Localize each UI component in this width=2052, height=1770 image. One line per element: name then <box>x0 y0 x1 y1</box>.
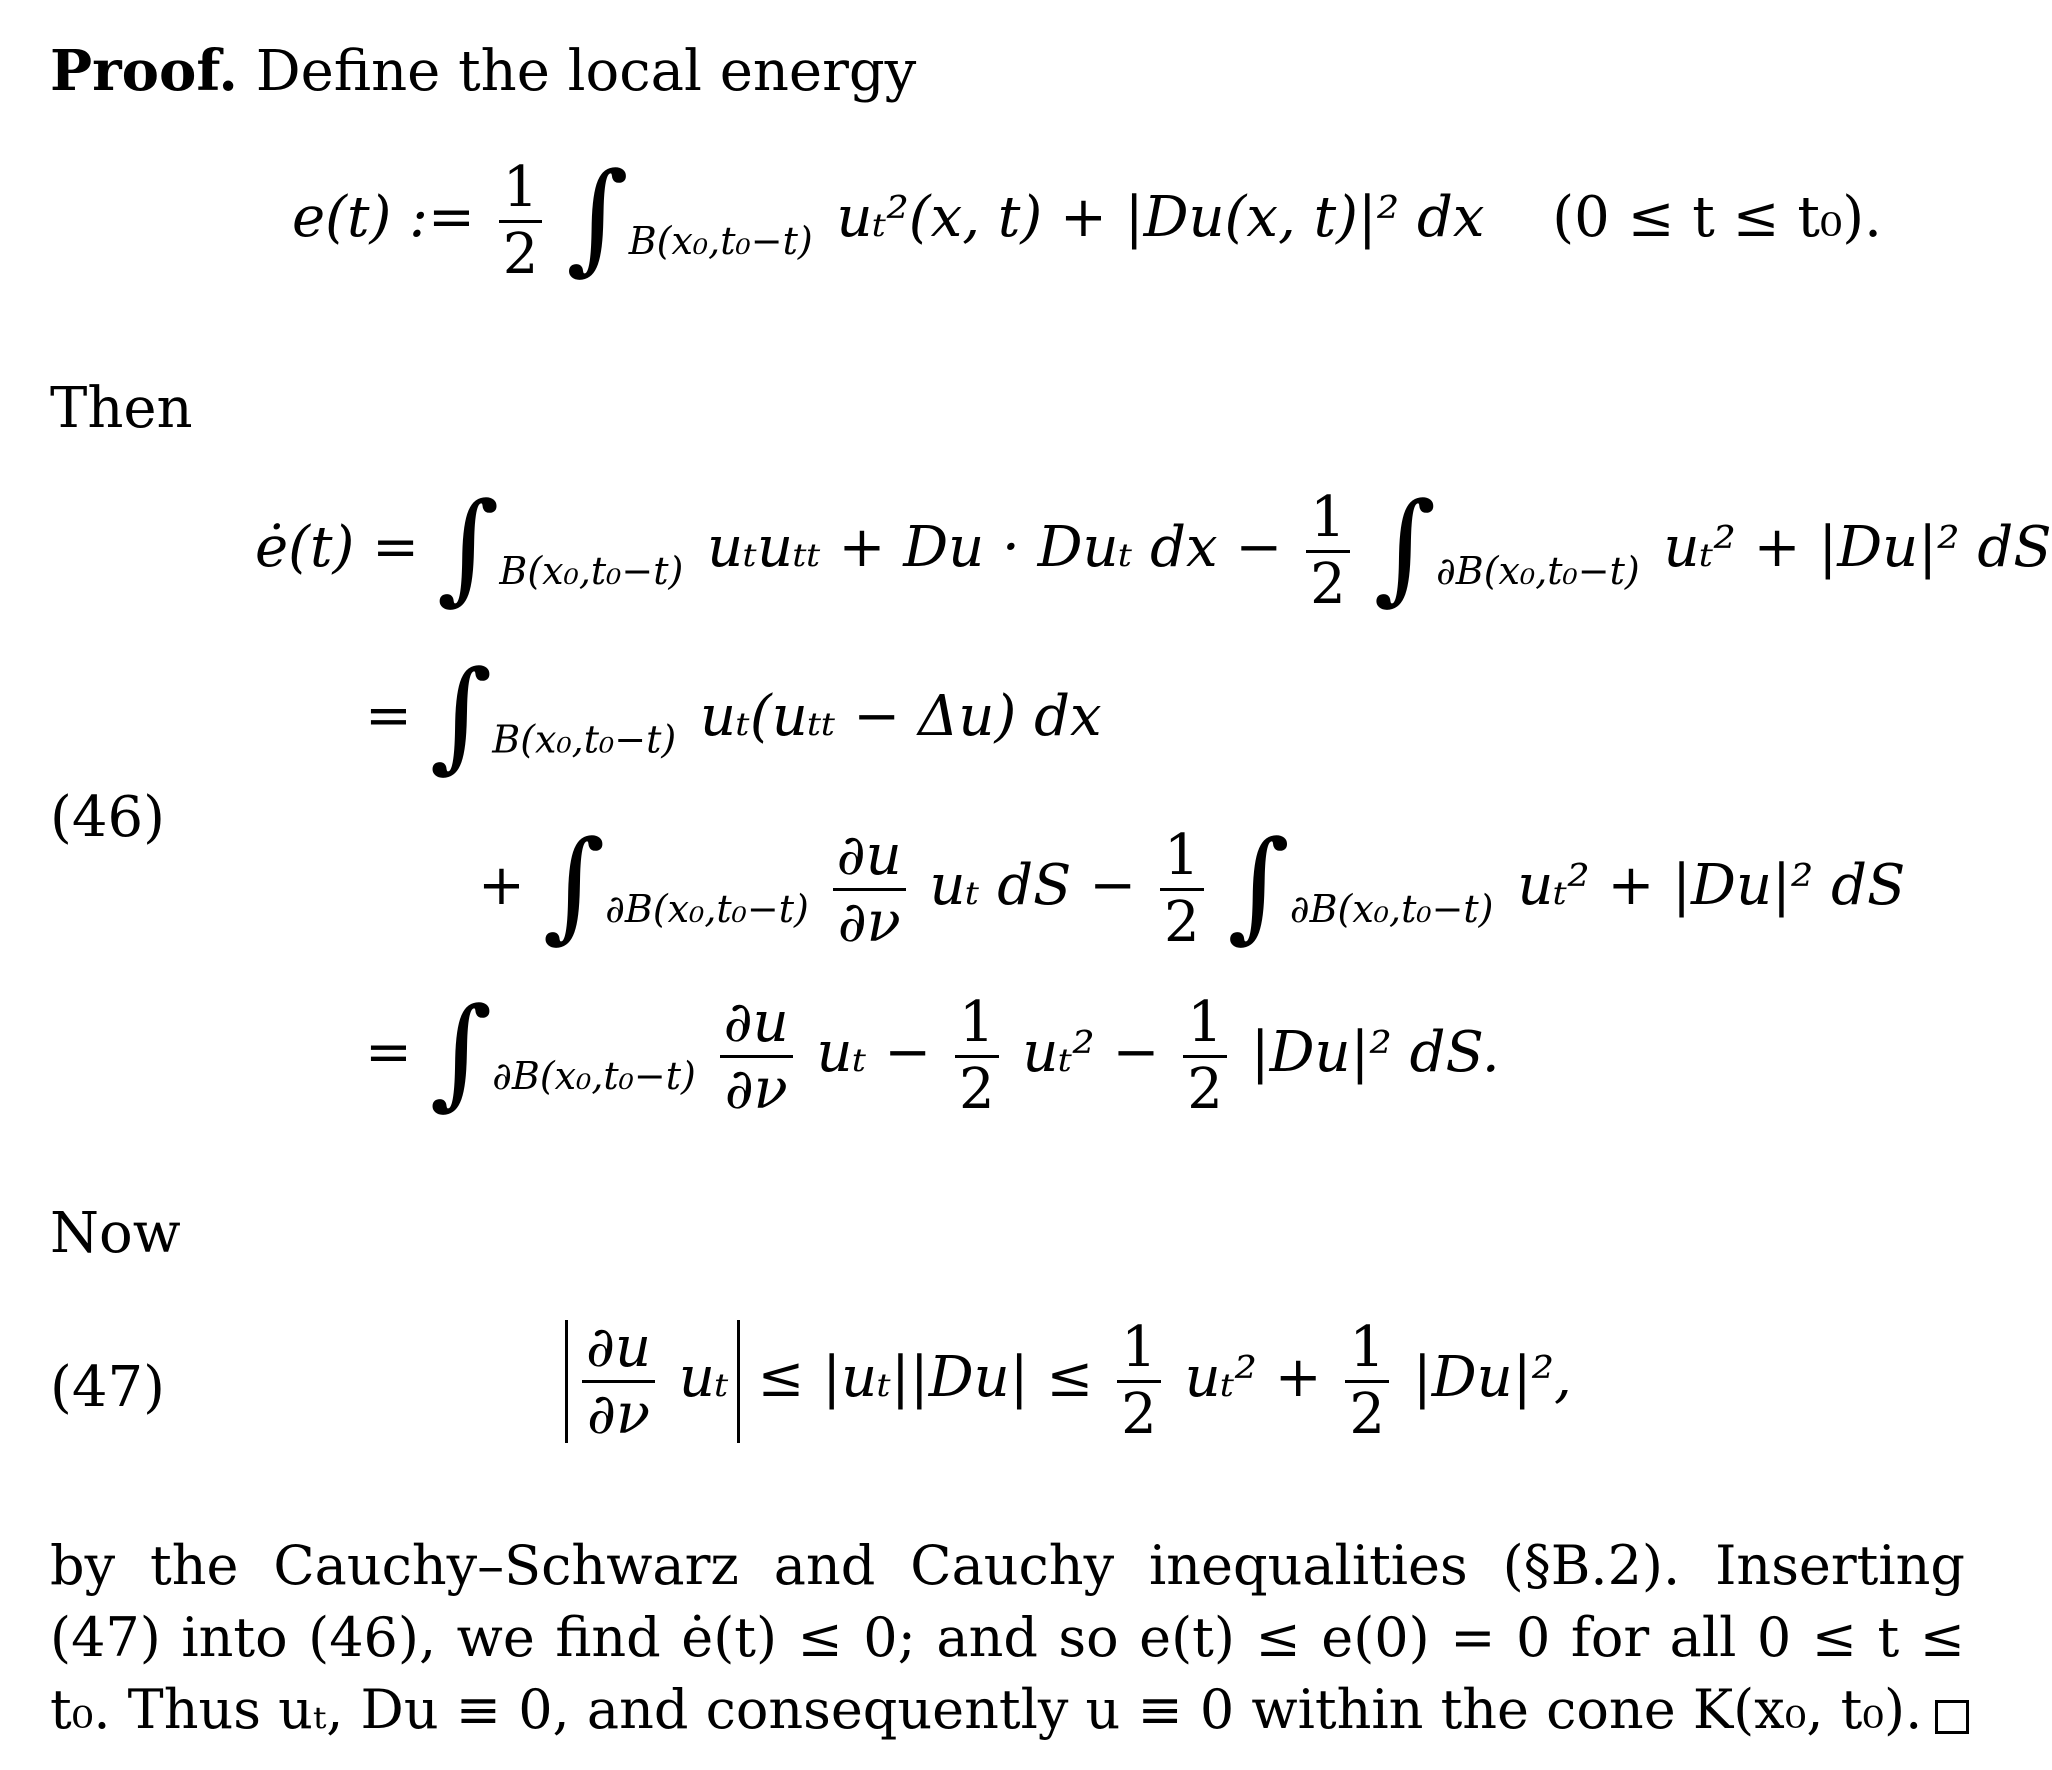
then-text: Then <box>50 376 193 441</box>
integral-domain: ∂B(x₀,t₀−t) <box>1436 549 1640 593</box>
integral-sign: ∫ <box>542 815 606 955</box>
integral-domain: ∂B(x₀,t₀−t) <box>605 887 809 931</box>
integral-domain: ∂B(x₀,t₀−t) <box>1289 887 1494 931</box>
fraction-numerator: 1 <box>1345 1320 1389 1383</box>
fraction-numerator: 1 <box>1160 828 1204 891</box>
fraction-denominator: 2 <box>502 222 539 287</box>
half-fraction <box>1183 990 1227 1122</box>
fraction-numerator: 1 <box>499 160 543 223</box>
fraction-numerator: ∂u <box>582 1320 655 1383</box>
term: |Du|² dS. <box>1250 1020 1500 1085</box>
eq47 <box>565 1315 1572 1447</box>
absolute-value <box>565 1315 740 1447</box>
equation-number-47: (47) <box>50 1355 165 1420</box>
edot-lhs: ė(t) = <box>255 515 420 580</box>
integral-sign: ∫ <box>429 646 493 785</box>
inequality-middle: ≤ |uₜ||Du| ≤ <box>757 1345 1094 1410</box>
normal-derivative-fraction <box>582 1315 655 1447</box>
integral-domain: B(x₀,t₀−t) <box>499 549 684 593</box>
fraction-numerator: ∂u <box>720 995 793 1058</box>
term: uₜ <box>678 1345 729 1410</box>
eq46-line3 <box>478 815 1906 955</box>
integral-sign: ∫ <box>566 147 629 287</box>
fraction-denominator: ∂ν <box>724 1057 788 1122</box>
energy-integrand: uₜ²(x, t) + |Du(x, t)|² dx <box>836 185 1485 250</box>
normal-derivative-fraction <box>833 823 906 955</box>
half-fraction <box>1306 485 1350 617</box>
equation-number-46: (46) <box>50 785 165 850</box>
half-fraction <box>1117 1315 1161 1447</box>
eq46-line2 <box>365 646 1102 785</box>
integrand: uₜ dS − <box>929 853 1137 918</box>
normal-derivative-fraction <box>720 990 793 1122</box>
proof-label: Proof. <box>50 38 238 104</box>
term: |Du|², <box>1412 1345 1572 1410</box>
equals-sign: = <box>365 1020 412 1085</box>
fraction-denominator: ∂ν <box>587 1382 651 1447</box>
qed-square-icon <box>1935 1700 1969 1734</box>
integrand: uₜ² + |Du|² dS <box>1517 853 1906 918</box>
fraction-numerator: 1 <box>955 995 999 1058</box>
integrand: uₜ² + |Du|² dS <box>1663 515 2052 580</box>
proof-intro-line <box>50 38 916 105</box>
half-fraction <box>955 990 999 1122</box>
eq46-line4 <box>365 982 1500 1122</box>
fraction-denominator: 2 <box>1121 1382 1157 1447</box>
conclusion-paragraph: by the Cauchy–Schwarz and Cauchy inequalities (§B.2). Inserting (47) into (46), we find ė(t) ≤ 0; and so e(t) ≤ e(0) = 0 for all 0 ≤ t ≤ t₀. Thus uₜ, Du ≡ 0, and consequently u ≡ 0 within the cone K(x₀, t₀). <box>50 1534 1965 1741</box>
integral-sign: ∫ <box>1373 477 1437 617</box>
integral-domain: B(x₀,t₀−t) <box>492 717 677 762</box>
term: uₜ² + <box>1184 1345 1322 1410</box>
integral-sign: ∫ <box>1227 815 1290 955</box>
fraction-denominator: 2 <box>958 1057 995 1122</box>
fraction-numerator: ∂u <box>833 828 906 891</box>
energy-range: (0 ≤ t ≤ t₀). <box>1552 185 1882 250</box>
term: uₜ² − <box>1022 1020 1160 1085</box>
integrand: uₜ(uₜₜ − Δu) dx <box>700 683 1102 749</box>
fraction-denominator: 2 <box>1163 890 1200 955</box>
plus-sign: + <box>478 853 525 918</box>
fraction-denominator: 2 <box>1187 1057 1223 1122</box>
half-fraction <box>499 155 543 287</box>
half-fraction <box>1160 823 1204 955</box>
fraction-numerator: 1 <box>1183 995 1227 1058</box>
half-fraction <box>1345 1315 1389 1447</box>
integral-domain: B(x₀,t₀−t) <box>628 219 813 263</box>
integrand: uₜuₜₜ + Du · Duₜ dx − <box>707 515 1283 580</box>
fraction-denominator: 2 <box>1310 552 1346 617</box>
eq46-line1 <box>255 477 2052 617</box>
equals-sign: = <box>365 683 412 749</box>
integral-domain: ∂B(x₀,t₀−t) <box>492 1054 696 1098</box>
integral-sign: ∫ <box>436 477 500 617</box>
term: uₜ − <box>816 1020 932 1085</box>
fraction-numerator: 1 <box>1306 490 1350 553</box>
fraction-numerator: 1 <box>1117 1320 1161 1383</box>
proof-intro-text: Define the local energy <box>255 39 917 104</box>
energy-definition <box>292 147 1882 287</box>
integral-sign: ∫ <box>429 982 493 1122</box>
energy-lhs: e(t) := <box>292 185 475 250</box>
fraction-denominator: 2 <box>1349 1382 1386 1447</box>
fraction-denominator: ∂ν <box>837 890 901 955</box>
now-text: Now <box>50 1201 181 1266</box>
